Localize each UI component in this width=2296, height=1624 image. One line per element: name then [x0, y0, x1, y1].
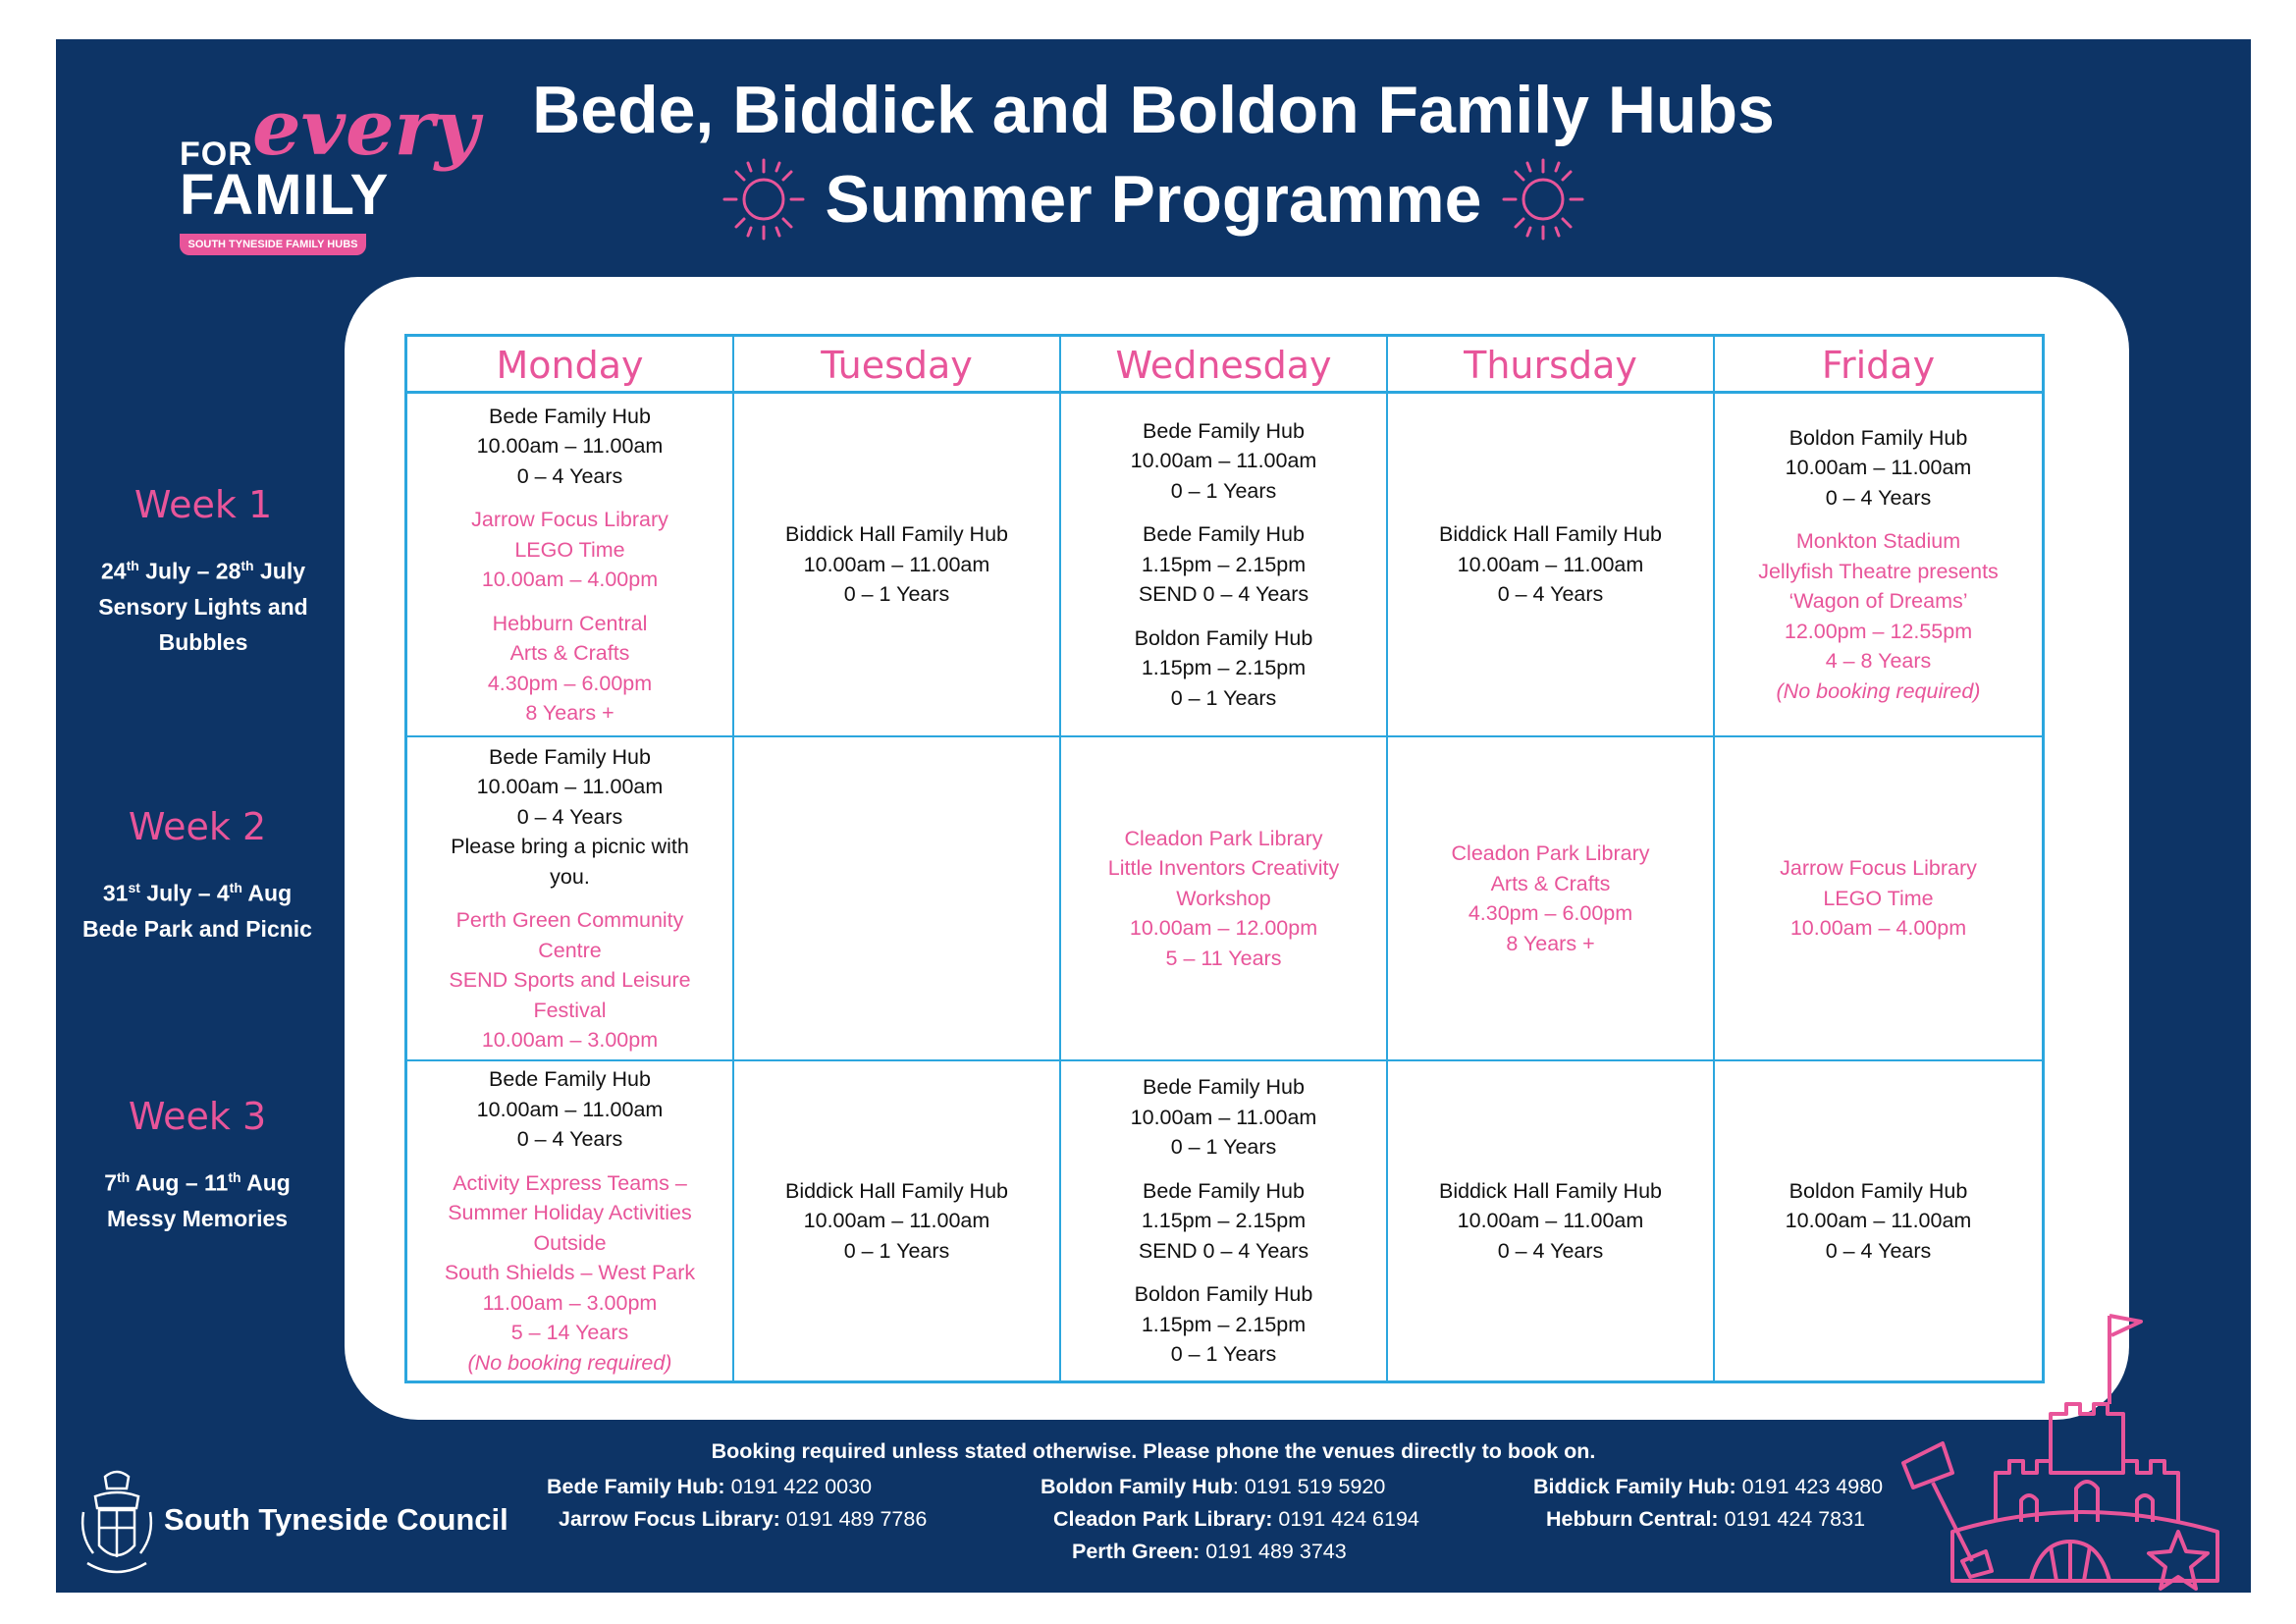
- poster: [56, 39, 2251, 1593]
- contact-perth-green: Perth Green: 0191 489 3743: [1072, 1540, 1347, 1563]
- event-block: Boldon Family Hub 1.15pm – 2.15pm 0 – 1 Years: [1134, 1282, 1313, 1367]
- event-block: Biddick Hall Family Hub 10.00am – 11.00am 0 – 1 Years: [784, 522, 1008, 607]
- week-dates: 7th Aug – 11th Aug: [104, 1169, 291, 1196]
- cell-w3-monday: [407, 1061, 734, 1380]
- cell-w1-tuesday: [734, 394, 1061, 737]
- week-2-label: [50, 803, 345, 947]
- header-thursday: Thursday: [1388, 337, 1715, 394]
- event-block: Monkton Stadium Jellyfish Theatre presents ‘Wagon of Dreams’ 12.00pm – 12.55pm 4 – 8 Years (No booking required): [1758, 529, 1999, 703]
- logo-every-text: every: [252, 83, 479, 173]
- event-block: Cleadon Park Library Arts & Crafts 4.30pm – 6.00pm 8 Years +: [1451, 841, 1650, 955]
- header-wednesday: Wednesday: [1061, 337, 1388, 394]
- event-block: Biddick Hall Family Hub 10.00am – 11.00am 0 – 1 Years: [784, 1178, 1008, 1263]
- page-subtitle: Summer Programme: [825, 162, 1482, 237]
- booking-note: Booking required unless stated otherwise. Please phone the venues directly to book on.: [711, 1439, 1596, 1463]
- event-block: Jarrow Focus Library LEGO Time 10.00am – 4.00pm: [471, 508, 668, 591]
- sun-icon-left: [720, 155, 808, 244]
- cell-w1-thursday: [1388, 394, 1715, 737]
- contact-bede: Bede Family Hub: 0191 422 0030: [547, 1475, 873, 1498]
- event-block: Boldon Family Hub 10.00am – 11.00am 0 – 4 Years: [1785, 425, 1972, 510]
- contact-cleadon: Cleadon Park Library: 0191 424 6194: [1053, 1507, 1419, 1531]
- sandcastle-icon: [1884, 1296, 2237, 1591]
- event-block: Bede Family Hub 10.00am – 11.00am 0 – 1 Years: [1130, 418, 1317, 503]
- week-theme: Sensory Lights and Bubbles: [98, 593, 308, 655]
- cell-w2-monday: [407, 737, 734, 1061]
- event-block: Jarrow Focus Library LEGO Time 10.00am – 4.00pm: [1780, 856, 1977, 941]
- header-friday: Friday: [1715, 337, 2042, 394]
- header-tuesday: Tuesday: [734, 337, 1061, 394]
- week-theme: Messy Memories: [106, 1205, 289, 1231]
- event-block: Bede Family Hub 1.15pm – 2.15pm SEND 0 – 4 Years: [1138, 522, 1309, 607]
- event-block: Biddick Hall Family Hub 10.00am – 11.00am 0 – 4 Years: [1438, 522, 1662, 607]
- cell-w3-tuesday: [734, 1061, 1061, 1380]
- council-name: South Tyneside Council: [164, 1502, 508, 1537]
- header-monday: Monday: [407, 337, 734, 394]
- week-1-label: [56, 481, 350, 660]
- event-block: Bede Family Hub 10.00am – 11.00am 0 – 4 Years: [476, 1067, 664, 1151]
- cell-w2-thursday: [1388, 737, 1715, 1061]
- event-block: Bede Family Hub 10.00am – 11.00am 0 – 4 Years: [476, 404, 664, 488]
- cell-w1-monday: [407, 394, 734, 737]
- cell-w1-friday: [1715, 394, 2042, 737]
- cell-w1-wednesday: [1061, 394, 1388, 737]
- cell-w2-tuesday: [734, 737, 1061, 1061]
- cell-w3-thursday: [1388, 1061, 1715, 1380]
- week-title: Week 1: [133, 483, 273, 526]
- event-block: Bede Family Hub 10.00am – 11.00am 0 – 4 Years Please bring a picnic with you.: [451, 744, 689, 889]
- event-block: Boldon Family Hub 1.15pm – 2.15pm 0 – 1 Years: [1134, 625, 1313, 710]
- logo-family-text: FAMILY: [180, 163, 390, 227]
- page-title: Bede, Biddick and Boldon Family Hubs: [532, 73, 1775, 147]
- event-block: Bede Family Hub 1.15pm – 2.15pm SEND 0 – 4 Years: [1138, 1178, 1309, 1263]
- event-block: Activity Express Teams – Summer Holiday Activities Outside South Shields – West Park 11.00am – 3.00pm 5 – 14 Years (No booking required): [444, 1170, 696, 1375]
- contact-jarrow: Jarrow Focus Library: 0191 489 7786: [559, 1507, 928, 1531]
- event-block: Boldon Family Hub 10.00am – 11.00am 0 – 4 Years: [1785, 1178, 1972, 1263]
- contact-boldon: Boldon Family Hub: 0191 519 5920: [1041, 1475, 1386, 1498]
- cell-w3-wednesday: [1061, 1061, 1388, 1380]
- council-crest-icon: [76, 1467, 158, 1585]
- week-title: Week 2: [128, 805, 267, 848]
- cell-w2-friday: [1715, 737, 2042, 1061]
- logo-for-text: FOR: [180, 135, 253, 173]
- event-block: Cleadon Park Library Little Inventors Creativity Workshop 10.00am – 12.00pm 5 – 11 Years: [1107, 826, 1340, 970]
- event-block: Perth Green Community Centre SEND Sports and Leisure Festival 10.00am – 3.00pm: [449, 908, 691, 1052]
- cell-w2-wednesday: [1061, 737, 1388, 1061]
- logo-strip: SOUTH TYNESIDE FAMILY HUBS: [180, 234, 366, 255]
- week-dates: 31st July – 4th Aug: [102, 880, 293, 906]
- week-3-label: [50, 1093, 345, 1236]
- council-logo: [70, 1461, 508, 1589]
- sun-icon-right: [1499, 155, 1587, 244]
- schedule-table: [404, 334, 2045, 1383]
- week-title: Week 3: [128, 1095, 267, 1138]
- event-block: Bede Family Hub 10.00am – 11.00am 0 – 1 Years: [1130, 1075, 1317, 1160]
- contact-hebburn: Hebburn Central: 0191 424 7831: [1546, 1507, 1866, 1531]
- event-block: Biddick Hall Family Hub 10.00am – 11.00am 0 – 4 Years: [1438, 1178, 1662, 1263]
- week-theme: Bede Park and Picnic: [82, 915, 312, 942]
- subtitle-row: [56, 155, 2251, 244]
- week-dates: 24th July – 28th July: [100, 558, 306, 584]
- event-block: Hebburn Central Arts & Crafts 4.30pm – 6.00pm 8 Years +: [487, 611, 653, 725]
- contact-biddick: Biddick Family Hub: 0191 423 4980: [1533, 1475, 1884, 1498]
